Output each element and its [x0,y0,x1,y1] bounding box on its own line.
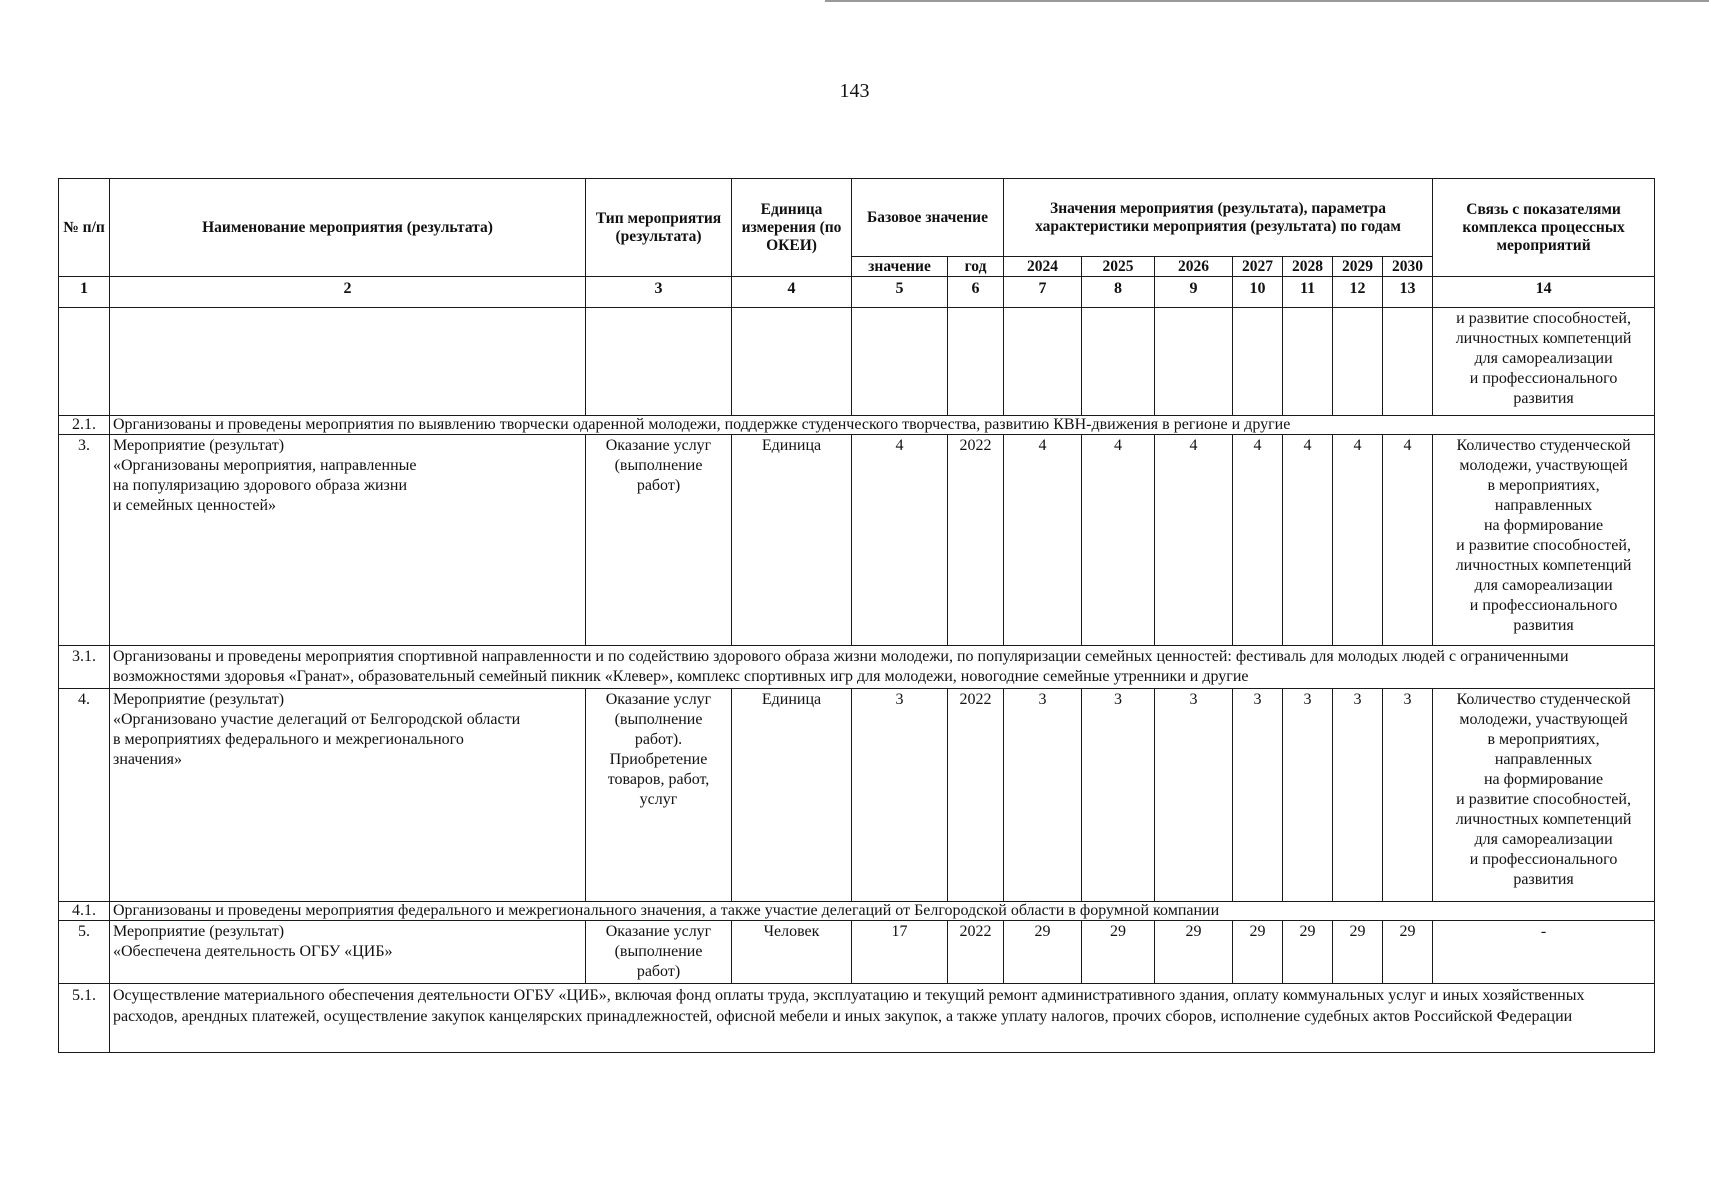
base-value: 17 [852,921,948,984]
column-number: 14 [1433,277,1655,308]
event-row [59,689,1655,902]
header-base-value: значение [852,257,948,277]
header-link: Связь с показателями комплекса процессных мероприятий [1433,179,1655,277]
subtask-text: Организованы и проведены мероприятия спортивной направленности и по содействию здорового образа жизни молодежи, по популяризации семейных ценностей: фестиваль для молодых людей с ограниченными возможностями здоровья «Гранат», образовательный семейный пикник «Клевер», комплекс спортивных игр для молодежи, новогодние семейные утренники и другие [110,646,1655,689]
subtask-number: 4.1. [59,902,110,921]
link-line: и развитие способностей, [1456,310,1631,327]
year-value: 4 [1233,435,1283,646]
header-type: Тип мероприятия (результата) [586,179,732,277]
base-year: 2022 [948,435,1004,646]
header-year: 2025 [1082,257,1155,277]
year-value: 4 [1155,435,1233,646]
subtask-row [59,902,1655,921]
year-value: 4 [1333,435,1383,646]
event-name-line: Мероприятие (результат) [113,923,285,940]
year-value: 3 [1004,689,1082,902]
event-name [110,921,586,984]
link-line: - [1540,923,1547,940]
link-line: и развитие способностей, [1456,791,1631,808]
link-line: и профессионального [1469,370,1618,387]
top-rule [825,0,1709,2]
year-value: 4 [1283,435,1333,646]
header-year: 2027 [1233,257,1283,277]
column-number: 4 [732,277,852,308]
event-type-line: работ) [636,477,681,494]
link-line: в мероприятиях, [1487,731,1600,748]
header-base: Базовое значение [852,179,1004,257]
event-name-line: Мероприятие (результат) [113,437,285,454]
event-number: 5. [59,921,110,984]
link-line: на формирование [1483,771,1604,788]
year-value: 3 [1155,689,1233,902]
link-line: направленных [1494,497,1593,514]
subtask-row [59,984,1655,1053]
event-type-line: работ) [636,963,681,980]
link-line: развития [1513,390,1574,407]
link-line: для самореализации [1474,577,1613,594]
link-line: для самореализации [1474,350,1613,367]
link-line: и профессионального [1469,851,1618,868]
event-type [586,435,732,646]
column-number: 6 [948,277,1004,308]
column-numbers-row [59,277,1655,308]
column-number: 10 [1233,277,1283,308]
event-name-line: Мероприятие (результат) [113,691,285,708]
event-name [110,689,586,902]
link-line: на формирование [1483,517,1604,534]
header-num: № п/п [59,179,110,277]
column-number: 13 [1383,277,1433,308]
event-type-line: Оказание услуг [605,437,712,454]
year-value: 29 [1082,921,1155,984]
year-value: 29 [1155,921,1233,984]
header-year: 2029 [1333,257,1383,277]
column-number: 7 [1004,277,1082,308]
year-value: 3 [1233,689,1283,902]
events-table [58,178,1655,1053]
base-year: 2022 [948,689,1004,902]
link-line: и профессионального [1469,597,1618,614]
page-number: 143 [839,80,870,102]
event-unit: Единица [732,689,852,902]
event-type-line: Оказание услуг [605,923,712,940]
subtask-row [59,416,1655,435]
link-line: развития [1513,617,1574,634]
event-name-line: «Организовано участие делегаций от Белгородской области [113,711,521,728]
column-number: 1 [59,277,110,308]
event-type-line: услуг [639,791,678,808]
year-value: 3 [1082,689,1155,902]
link-line: личностных компетенций [1455,557,1632,574]
year-value: 4 [1082,435,1155,646]
event-type-line: Оказание услуг [605,691,712,708]
header-unit: Единица измерения (по ОКЕИ) [732,179,852,277]
link-line: и развитие способностей, [1456,537,1631,554]
event-type-line: (выполнение [614,457,703,474]
subtask-text: Осуществление материального обеспечения деятельности ОГБУ «ЦИБ», включая фонд оплаты труда, эксплуатацию и текущий ремонт административного здания, оплату коммунальных услуг и иных хозяйственных расходов, арендных платежей, осуществление закупок канцелярских принадлежностей, офисной мебели и иных закупок, а также уплату налогов, прочих сборов, исполнение судебных актов Российской Федерации [110,984,1655,1053]
header-year: 2024 [1004,257,1082,277]
year-value: 29 [1283,921,1333,984]
link-line: Количество студенческой [1456,691,1631,708]
event-type-line: работ). [634,731,683,748]
year-value: 3 [1383,689,1433,902]
event-name-line: «Организованы мероприятия, направленные [113,457,417,474]
event-type-line: Приобретение [609,751,708,768]
year-value: 29 [1233,921,1283,984]
link-cell [1433,921,1655,984]
column-number: 11 [1283,277,1333,308]
event-number: 3. [59,435,110,646]
column-number: 12 [1333,277,1383,308]
base-year: 2022 [948,921,1004,984]
year-value: 29 [1004,921,1082,984]
year-value: 4 [1383,435,1433,646]
header-year: 2026 [1155,257,1233,277]
link-line: молодежи, участвующей [1459,457,1628,474]
event-name-line: «Обеспечена деятельность ОГБУ «ЦИБ» [113,943,393,960]
header-year: 2030 [1383,257,1433,277]
link-line: в мероприятиях, [1487,477,1600,494]
year-value: 29 [1383,921,1433,984]
year-value: 4 [1004,435,1082,646]
subtask-text: Организованы и проведены мероприятия федерального и межрегионального значения, а также участие делегаций от Белгородской области в форумной компании [110,902,1655,921]
event-name-line: и семейных ценностей» [113,497,277,514]
subtask-text: Организованы и проведены мероприятия по выявлению творчески одаренной молодежи, поддержке студенческого творчества, развитию КВН-движения в регионе и другие [110,416,1655,435]
link-line: молодежи, участвующей [1459,711,1628,728]
event-name-line: в мероприятиях федерального и межрегионального [113,731,464,748]
subtask-number: 3.1. [59,646,110,689]
column-number: 3 [586,277,732,308]
year-value: 3 [1333,689,1383,902]
link-line: Количество студенческой [1456,437,1631,454]
link-line: направленных [1494,751,1593,768]
base-value: 3 [852,689,948,902]
base-value: 4 [852,435,948,646]
event-unit: Единица [732,435,852,646]
subtask-row [59,646,1655,689]
event-number: 4. [59,689,110,902]
event-name [110,435,586,646]
link-cell [1433,435,1655,646]
event-row [59,921,1655,984]
year-value: 3 [1283,689,1333,902]
header-base-year: год [948,257,1004,277]
event-type [586,921,732,984]
link-cell [1433,689,1655,902]
link-line: развития [1513,871,1574,888]
event-unit: Человек [732,921,852,984]
event-row [59,435,1655,646]
link-line: личностных компетенций [1455,330,1632,347]
link-cell [1433,308,1655,416]
header-year: 2028 [1283,257,1333,277]
column-number: 8 [1082,277,1155,308]
event-type-line: товаров, работ, [607,771,710,788]
column-number: 2 [110,277,586,308]
column-number: 9 [1155,277,1233,308]
header-values: Значения мероприятия (результата), параметра характеристики мероприятия (результата) по годам [1004,179,1433,257]
event-type [586,689,732,902]
event-name-line: значения» [113,751,182,768]
column-number: 5 [852,277,948,308]
continuation-row [59,308,1655,416]
event-type-line: (выполнение [614,943,703,960]
link-line: для самореализации [1474,831,1613,848]
event-type-line: (выполнение [614,711,703,728]
event-name-line: на популяризацию здорового образа жизни [113,477,407,494]
link-line: личностных компетенций [1455,811,1632,828]
subtask-number: 2.1. [59,416,110,435]
subtask-number: 5.1. [59,984,110,1053]
year-value: 29 [1333,921,1383,984]
header-name: Наименование мероприятия (результата) [110,179,586,277]
